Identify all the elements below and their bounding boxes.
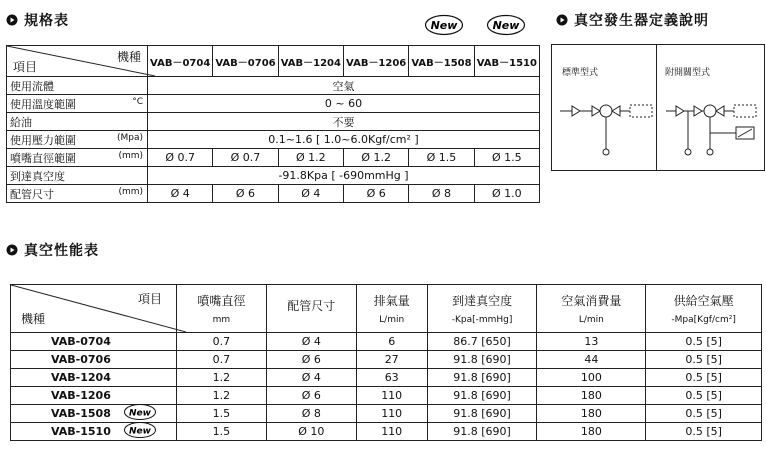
perf-cell: 0.7: [177, 351, 267, 369]
perf-cell: 0.5 [5]: [646, 369, 762, 387]
play-bullet-icon: [6, 244, 18, 256]
spec-row-pipe: [7, 185, 540, 203]
spec-row-unit: (mm): [118, 151, 143, 161]
perf-corner-bottom: 機種: [21, 312, 46, 326]
svg-text:New: New: [129, 426, 151, 437]
perf-col-header: 空氣消費量 L/min: [537, 285, 646, 333]
perf-model-name: VAB-0706: [51, 353, 111, 366]
spec-row-label: 使用流體: [7, 77, 148, 95]
spec-row-unit: (Mpa): [116, 133, 143, 143]
diagram-section-title: [556, 10, 709, 30]
spec-cell: Ø 1.2: [343, 149, 408, 167]
perf-section-title: [6, 240, 99, 260]
spec-cell: Ø 0.7: [213, 149, 278, 167]
svg-text:New: New: [129, 408, 151, 419]
spec-cell: Ø 1.5: [409, 149, 474, 167]
spec-row-label: 給油: [7, 113, 148, 131]
table-row: [11, 369, 762, 387]
perf-body: [11, 333, 762, 441]
perf-cell: 180: [537, 387, 646, 405]
table-row: [11, 333, 762, 351]
new-badge-1510: [486, 14, 526, 36]
perf-cell: 91.8 [690]: [427, 369, 537, 387]
spec-merged-value: -91.8Kpa [ -690mmHg ]: [148, 167, 540, 185]
perf-cell: 110: [356, 387, 427, 405]
spec-row-fluid: [7, 77, 540, 95]
diagram-title-text: 真空發生器定義說明: [574, 13, 709, 29]
spec-model-header: VAB－0706: [213, 46, 278, 77]
play-bullet-icon: [6, 14, 18, 26]
perf-cell: 63: [356, 369, 427, 387]
perf-cell: Ø 6: [266, 387, 356, 405]
spec-model-header: VAB－0704: [148, 46, 213, 77]
perf-col-header: 排氣量 L/min: [356, 285, 427, 333]
spec-section-title: [6, 10, 69, 30]
spec-cell: Ø 6: [213, 185, 278, 203]
spec-cell: Ø 0.7: [148, 149, 213, 167]
perf-cell: 0.5 [5]: [646, 387, 762, 405]
perf-cell: 110: [356, 405, 427, 423]
spec-row-vacuum: [7, 167, 540, 185]
table-row: [11, 405, 762, 423]
perf-col-header: 噴嘴直徑 mm: [177, 285, 267, 333]
new-badge-icon: [123, 421, 157, 439]
spec-cell: Ø 6: [343, 185, 408, 203]
svg-text:New: New: [430, 19, 458, 32]
perf-cell: 91.8 [690]: [427, 405, 537, 423]
perf-cell: 91.8 [690]: [427, 351, 537, 369]
perf-cell: 86.7 [650]: [427, 333, 537, 351]
perf-model-cell: [11, 351, 177, 369]
perf-cell: Ø 8: [266, 405, 356, 423]
perf-cell: 1.5: [177, 405, 267, 423]
svg-text:New: New: [492, 19, 520, 32]
spec-corner-bottom: 項目: [13, 60, 38, 74]
spec-row-pressure: [7, 131, 540, 149]
spec-row-label: 使用壓力範圍 (Mpa): [7, 131, 148, 149]
perf-cell: 110: [356, 423, 427, 441]
perf-cell: 91.8 [690]: [427, 423, 537, 441]
spec-corner-cell: [7, 46, 148, 77]
spec-model-header: VAB－1206: [343, 46, 408, 77]
perf-cell: 100: [537, 369, 646, 387]
perf-cell: 0.5 [5]: [646, 405, 762, 423]
perf-model-name: VAB-1206: [51, 389, 111, 402]
table-row: [11, 423, 762, 441]
spec-row-temp: [7, 95, 540, 113]
perf-cell: 180: [537, 405, 646, 423]
spec-merged-value: 0.1~1.6 [ 1.0~6.0Kgf/cm² ]: [148, 131, 540, 149]
perf-cell: 0.5 [5]: [646, 333, 762, 351]
spec-row-label: 噴嘴直徑範圍 (mm): [7, 149, 148, 167]
spec-cell: Ø 1.5: [474, 149, 539, 167]
spec-table: [6, 45, 540, 203]
perf-model-name: VAB-1508: [51, 407, 111, 420]
spec-model-header: VAB－1510: [474, 46, 539, 77]
perf-model-name: VAB-0704: [51, 335, 111, 348]
spec-cell: Ø 1.0: [474, 185, 539, 203]
perf-cell: 6: [356, 333, 427, 351]
perf-header-row: [11, 285, 762, 333]
spec-corner-top: 機種: [116, 50, 141, 64]
spec-row-label: 使用溫度範圍 °C: [7, 95, 148, 113]
definition-diagram: [551, 44, 765, 171]
perf-cell: 0.7: [177, 333, 267, 351]
spec-model-header: VAB－1204: [278, 46, 343, 77]
perf-cell: 13: [537, 333, 646, 351]
spec-cell: Ø 4: [278, 185, 343, 203]
perf-cell: 27: [356, 351, 427, 369]
table-row: [11, 387, 762, 405]
perf-col-header: 到達真空度 -Kpa[-mmHg]: [427, 285, 537, 333]
valve-type-label: 附開關型式: [665, 68, 711, 78]
perf-corner-top: 項目: [137, 292, 162, 306]
perf-cell: 1.2: [177, 387, 267, 405]
perf-cell: Ø 4: [266, 369, 356, 387]
perf-cell: Ø 4: [266, 333, 356, 351]
new-badge-icon: [123, 403, 157, 421]
play-bullet-icon: [556, 14, 568, 26]
spec-cell: Ø 4: [148, 185, 213, 203]
spec-row-unit: °C: [132, 97, 143, 107]
perf-cell: 1.2: [177, 369, 267, 387]
spec-header-row: [7, 46, 540, 77]
spec-row-label: 到達真空度: [7, 167, 148, 185]
perf-model-name: VAB-1510: [51, 425, 111, 438]
table-row: [11, 351, 762, 369]
new-badge-1508: [424, 14, 464, 36]
perf-cell: 0.5 [5]: [646, 423, 762, 441]
perf-col-header: 供給空氣壓 -Mpa[Kgf/cm²]: [646, 285, 762, 333]
spec-row-nozzle: [7, 149, 540, 167]
perf-model-cell: [11, 405, 177, 423]
spec-row-unit: (mm): [118, 187, 143, 197]
perf-model-cell: [11, 369, 177, 387]
perf-cell: 91.8 [690]: [427, 387, 537, 405]
perf-model-cell: [11, 423, 177, 441]
spec-merged-value: 0 ~ 60: [148, 95, 540, 113]
perf-cell: 180: [537, 423, 646, 441]
perf-table: [10, 284, 762, 441]
perf-cell: 44: [537, 351, 646, 369]
ejector-schematic-icon: [552, 45, 764, 170]
perf-col-header: 配管尺寸: [266, 285, 356, 333]
perf-cell: 1.5: [177, 423, 267, 441]
spec-model-header: VAB－1508: [409, 46, 474, 77]
perf-model-name: VAB-1204: [51, 371, 111, 384]
perf-title-text: 真空性能表: [24, 243, 99, 259]
perf-cell: Ø 6: [266, 351, 356, 369]
spec-cell: Ø 8: [409, 185, 474, 203]
spec-merged-value: 不要: [148, 113, 540, 131]
spec-row-oil: [7, 113, 540, 131]
spec-merged-value: 空氣: [148, 77, 540, 95]
perf-corner-cell: [11, 285, 177, 333]
perf-model-cell: [11, 333, 177, 351]
perf-cell: 0.5 [5]: [646, 351, 762, 369]
perf-model-cell: [11, 387, 177, 405]
standard-type-label: 標準型式: [562, 68, 599, 78]
spec-row-label: 配管尺寸 (mm): [7, 185, 148, 203]
spec-cell: Ø 1.2: [278, 149, 343, 167]
perf-cell: Ø 10: [266, 423, 356, 441]
spec-title-text: 規格表: [24, 13, 69, 29]
